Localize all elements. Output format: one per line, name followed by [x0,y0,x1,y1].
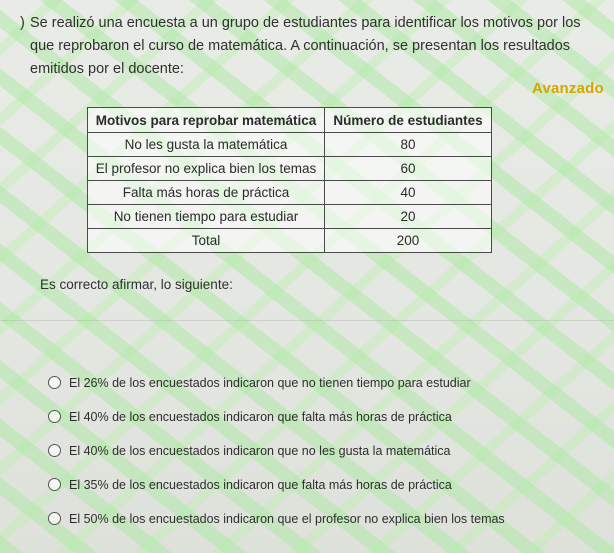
question-body: Se realizó una encuesta a un grupo de estudiantes para identificar los motivos por los que reprobaron el curso de matemática. A continuación, se presentan los resultados emitidos por el docente: [30,15,581,77]
reason-cell: No les gusta la matemática [88,133,325,157]
difficulty-level-badge: Avanzado [532,80,604,97]
answer-option-2[interactable] [48,400,588,433]
radio-button-icon[interactable] [48,410,61,423]
count-cell: 80 [325,133,492,157]
answer-options [48,366,588,536]
question-prompt: Es correcto afirmar, lo siguiente: [40,277,233,292]
question-text [20,12,604,81]
answer-option-label: El 35% de los encuestados indicaron que falta más horas de práctica [69,477,452,492]
count-cell: 40 [325,181,492,205]
question-number: ) [20,15,25,31]
header-reasons: Motivos para reprobar matemática [88,108,325,133]
table-row [88,157,492,181]
results-table-container [87,107,492,253]
total-label-cell: Total [88,229,325,253]
reason-cell: El profesor no explica bien los temas [88,157,325,181]
answer-option-5[interactable] [48,502,588,535]
count-cell: 60 [325,157,492,181]
answer-option-label: El 40% de los encuestados indicaron que no les gusta la matemática [69,443,451,458]
results-table [87,107,492,253]
header-students: Número de estudiantes [325,108,492,133]
table-header-row [88,108,492,133]
answer-option-4[interactable] [48,468,588,501]
table-row [88,133,492,157]
table-row [88,181,492,205]
answer-option-1[interactable] [48,366,588,399]
reason-cell: Falta más horas de práctica [88,181,325,205]
reason-cell: No tienen tiempo para estudiar [88,205,325,229]
answer-option-3[interactable] [48,434,588,467]
section-divider [0,320,614,321]
radio-button-icon[interactable] [48,512,61,525]
answer-option-label: El 50% de los encuestados indicaron que el profesor no explica bien los temas [69,511,505,526]
answer-option-label: El 26% de los encuestados indicaron que no tienen tiempo para estudiar [69,375,471,390]
radio-button-icon[interactable] [48,478,61,491]
radio-button-icon[interactable] [48,444,61,457]
table-row [88,205,492,229]
answer-option-label: El 40% de los encuestados indicaron que falta más horas de práctica [69,409,452,424]
count-cell: 20 [325,205,492,229]
total-count-cell: 200 [325,229,492,253]
table-total-row [88,229,492,253]
radio-button-icon[interactable] [48,376,61,389]
